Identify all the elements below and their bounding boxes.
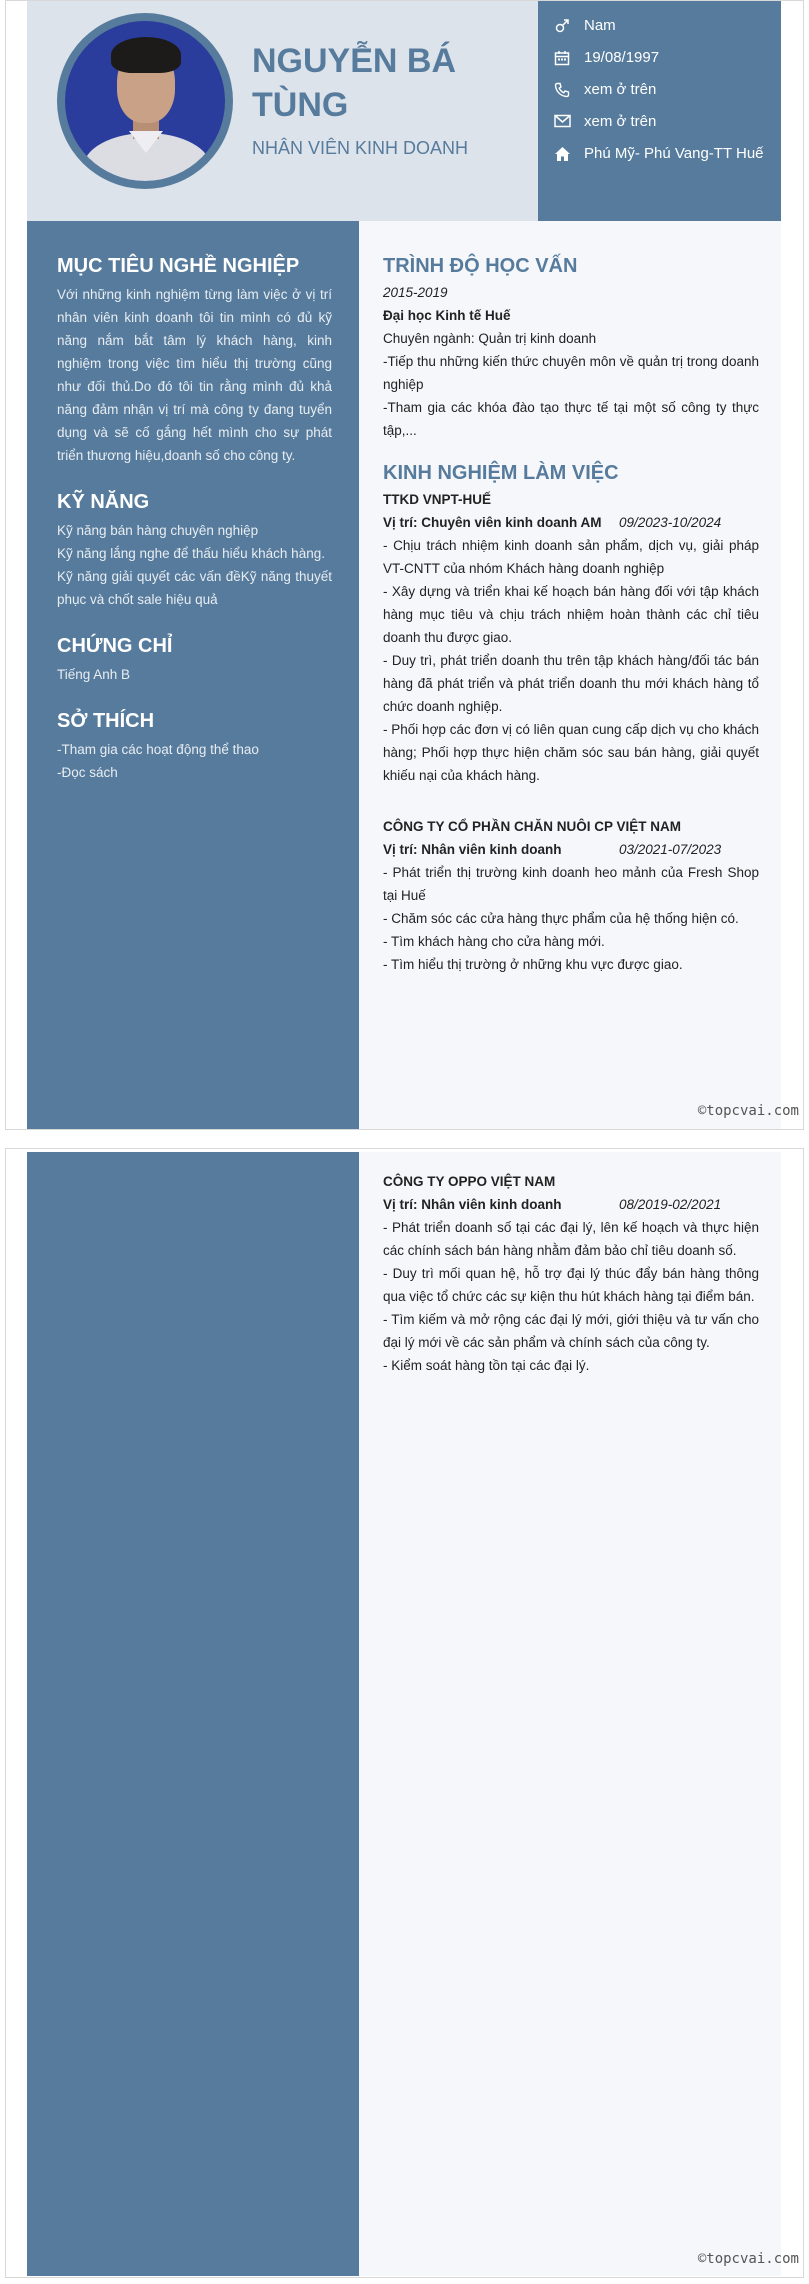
skill-item: Kỹ năng bán hàng chuyên nghiệp (57, 523, 259, 538)
education-section (383, 253, 759, 442)
job-line: - Tìm khách hàng cho cửa hàng mới. (383, 934, 605, 949)
job-line: - Chịu trách nhiệm kinh doanh sản phẩm, dịch vụ, giải pháp VT-CNTT của nhóm Khách hàng doanh nghiệp (383, 538, 759, 576)
avatar-frame (57, 13, 233, 189)
education-line: Chuyên ngành: Quản trị kinh doanh (383, 331, 597, 346)
job-company: TTKD VNPT-HUẾ (383, 492, 491, 507)
education-school: Đại học Kinh tế Huế (383, 308, 511, 323)
job-line: - Chăm sóc các cửa hàng thực phẩm của hệ thống hiện có. (383, 911, 739, 926)
home-icon (554, 143, 584, 162)
cv-sheet (27, 1, 781, 1129)
hobby-item: -Tham gia các hoạt động thể thao (57, 742, 259, 757)
certificates-section (57, 633, 332, 686)
job-position: Vị trí: Chuyên viên kinh doanh AM (383, 515, 602, 530)
contact-panel (538, 1, 781, 221)
job-entry (383, 488, 759, 787)
job-line: - Phát triển doanh số tại các đại lý, lên kế hoạch và thực hiện các chính sách bán hàng nhằm đảm bảo chỉ tiêu doanh số. (383, 1220, 759, 1258)
job-company: CÔNG TY CỔ PHẦN CHĂN NUÔI CP VIỆT NAM (383, 819, 682, 834)
job-line: - Duy trì, phát triển doanh thu trên tập khách hàng/đối tác bán hàng đã phát triển và phát triển doanh thu mới khách hàng tổ chức doanh nghiệp. (383, 653, 759, 714)
info-phone (554, 79, 781, 101)
watermark: ©topcvai.com (697, 2251, 799, 2267)
candidate-name: NGUYỄN BÁ TÙNG (252, 42, 457, 124)
main-content (359, 221, 781, 976)
education-line: -Tiếp thu những kiến thức chuyên môn về quản trị trong doanh nghiệp (383, 354, 759, 392)
header-banner (27, 1, 538, 221)
job-position-row (383, 511, 759, 534)
skills-section (57, 489, 332, 611)
cv-sheet (27, 1152, 781, 2276)
email-icon (554, 111, 584, 128)
education-title: TRÌNH ĐỘ HỌC VẤN (383, 255, 578, 277)
hobbies-section (57, 708, 332, 784)
job-line: - Kiểm soát hàng tồn tại các đại lý. (383, 1358, 590, 1373)
job-line: - Phối hợp các đơn vị có liên quan cung cấp dịch vụ cho khách hàng; Phối hợp thực hiện chăm sóc sau bán hàng, giải quyết khiếu nại của khách hàng. (383, 722, 759, 783)
objective-text: Với những kinh nghiệm từng làm việc ở vị trí nhân viên kinh doanh tôi tin mình có đủ kỹ năng nắm bắt tâm lý khách hàng, kinh nghiệm trong việc tìm hiểu thị trường cũng như đối thủ.Do đó tôi tin rằng mình đủ khả năng đảm nhận vị trí mà công ty đang tuyển dụng và sẽ cố gắng hết mình cho sự phát triển thương hiệu,doanh số cho công ty. (57, 287, 332, 463)
watermark: ©topcvai.com (697, 1103, 799, 1119)
cv-page-1 (5, 0, 804, 1130)
job-entry (383, 815, 759, 976)
certificate-item: Tiếng Anh B (57, 667, 131, 682)
job-position-row (383, 838, 759, 861)
job-line: - Tìm kiếm và mở rộng các đại lý mới, giới thiệu và tư vấn cho đại lý mới về các sản phẩm và chính sách của công ty. (383, 1312, 759, 1350)
job-position: Vị trí: Nhân viên kinh doanh (383, 1197, 562, 1212)
email-text: xem ở trên (584, 113, 657, 130)
experience-title: KINH NGHIỆM LÀM VIỆC (383, 462, 619, 484)
education-period: 2015-2019 (383, 285, 448, 300)
cv-page-2 (5, 1148, 804, 2278)
job-period: 09/2023-10/2024 (619, 515, 722, 530)
main-content (359, 1152, 781, 1377)
gender-icon (554, 15, 584, 34)
hobbies-title: SỞ THÍCH (57, 710, 155, 732)
job-line: - Xây dựng và triển khai kế hoạch bán hàng đối với tập khách hàng mục tiêu và chịu trách nhiệm hoàn thành các chỉ tiêu doanh thu được giao. (383, 584, 759, 645)
job-period: 03/2021-07/2023 (619, 842, 722, 857)
job-line: - Tìm hiểu thị trường ở những khu vực được giao. (383, 957, 683, 972)
job-entry (383, 1170, 759, 1377)
avatar (65, 21, 225, 181)
job-line: - Phát triển thị trường kinh doanh heo mảnh của Fresh Shop tại Huế (383, 865, 759, 903)
phone-text: xem ở trên (584, 81, 657, 98)
calendar-icon (554, 47, 584, 66)
info-gender (554, 15, 781, 37)
job-position: Vị trí: Nhân viên kinh doanh (383, 842, 562, 857)
job-line: - Duy trì mối quan hệ, hỗ trợ đại lý thúc đẩy bán hàng thông qua việc tổ chức các sự kiện thu hút khách hàng tại điểm bán. (383, 1266, 759, 1304)
skill-item: Kỹ năng giải quyết các vấn đềKỹ năng thuyết phục và chốt sale hiệu quả (57, 569, 332, 607)
sidebar (27, 1152, 359, 2276)
info-email (554, 111, 781, 133)
job-title: NHÂN VIÊN KINH DOANH (252, 138, 469, 158)
education-line: -Tham gia các khóa đào tạo thực tế tại một số công ty thực tập,... (383, 400, 759, 438)
objective-title: MỤC TIÊU NGHỀ NGHIỆP (57, 255, 300, 277)
info-address (554, 143, 781, 165)
certificates-title: CHỨNG CHỈ (57, 635, 173, 657)
birthday-text: 19/08/1997 (584, 49, 660, 66)
gender-text: Nam (584, 17, 616, 34)
hobby-item: -Đọc sách (57, 765, 118, 780)
sidebar (27, 221, 359, 1129)
job-period: 08/2019-02/2021 (619, 1197, 722, 1212)
experience-section (383, 460, 759, 976)
info-birthday (554, 47, 781, 69)
phone-icon (554, 79, 584, 98)
skill-item: Kỹ năng lắng nghe để thấu hiểu khách hàng. (57, 546, 325, 561)
address-text: Phú Mỹ- Phú Vang-TT Huế (584, 145, 764, 162)
objective-section (57, 253, 332, 467)
job-company: CÔNG TY OPPO VIỆT NAM (383, 1174, 556, 1189)
job-position-row (383, 1193, 759, 1216)
skills-title: KỸ NĂNG (57, 491, 150, 513)
